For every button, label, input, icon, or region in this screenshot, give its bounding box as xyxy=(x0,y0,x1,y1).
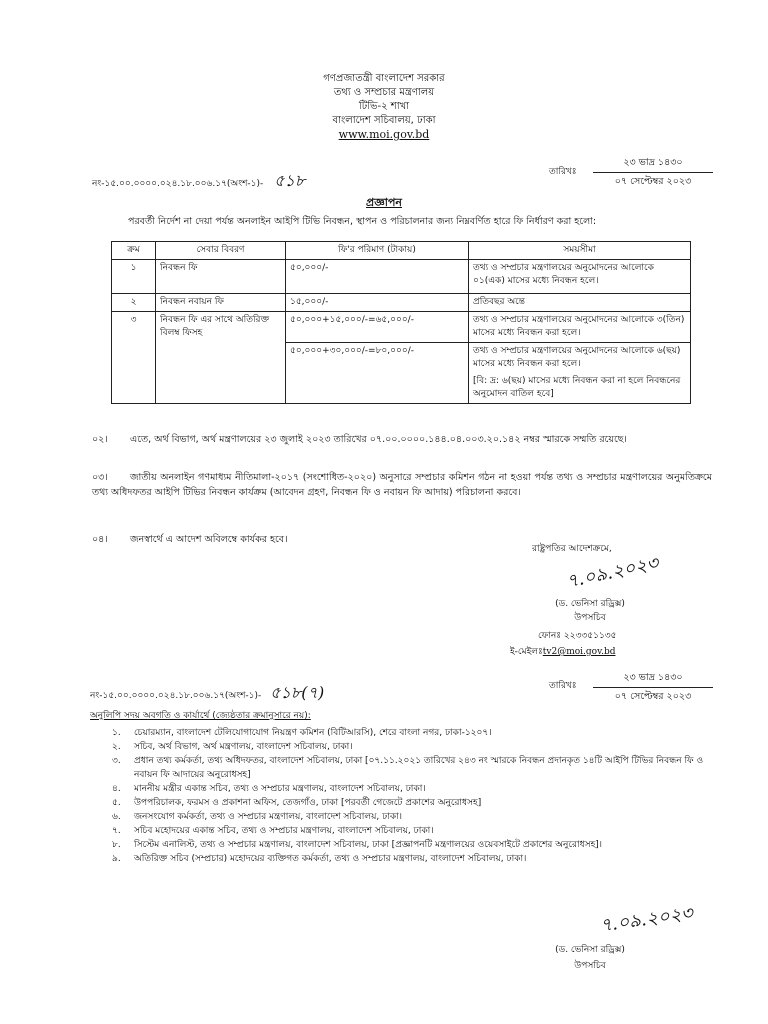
cell-period: প্রতিবছর অন্তে xyxy=(469,294,691,312)
signature-handwritten: ৭.০৯.২০২৩ xyxy=(564,552,661,593)
col-header-period: সময়সীমা xyxy=(469,242,691,260)
list-item: ৫. উপপরিচালক, ফরমস ও প্রকাশনা অফিস, তেজগাঁও, ঢাকা [পরবর্তী গেজেটে প্রকাশের অনুরোধসহ] xyxy=(112,798,482,808)
cell-period xyxy=(469,343,691,404)
date-gregorian: ০৭ সেপ্টেম্বর ২০২৩ xyxy=(614,176,692,187)
cell-period: তথ্য ও সম্প্রচার মন্ত্রণালয়ের অনুমোদনের আলোকে ০১(এক) মাসের মধ্যে নিবন্ধন হলে। xyxy=(469,260,691,294)
date-label: তারিখঃ xyxy=(549,167,577,177)
cell-service: নিবন্ধন ফি এর সাথে অতিরিক্ত বিলম্ব ফিসহ xyxy=(156,312,286,404)
cell-fee: ৫০,০০০/- xyxy=(286,260,469,294)
memo-number xyxy=(92,171,306,191)
signatory-name: (ড. ভেনিসা রড্রিক্স) xyxy=(555,599,625,609)
date-label: তারিখঃ xyxy=(549,681,577,691)
paragraph-04 xyxy=(92,532,712,547)
fee-table xyxy=(111,241,691,404)
cell-period-note: [বি: দ্র: ৬(ছয়) মাসের মধ্যে নিবন্ধন করা না হলে নিবন্ধনের অনুমোদন বাতিল হবে] xyxy=(473,376,681,399)
table-row xyxy=(112,294,691,312)
copy-list xyxy=(112,726,718,866)
intro-text: পরবর্তী নির্দেশ না দেয়া পর্যন্ত অনলাইন আইপি টিভি নিবন্ধন, স্থাপন ও পরিচালনার জন্য নিম্নবর্ণিত হারে ফি নির্ধারণ করা হলো: xyxy=(128,216,597,227)
branch-name: টিভি-২ শাখা xyxy=(358,101,410,112)
memo-number-copy xyxy=(90,683,325,703)
date-block xyxy=(593,156,713,189)
paragraph-number: ০৪। xyxy=(92,534,108,545)
email-label: ই-মেইলঃ xyxy=(510,647,543,657)
cell-fee: ৫০,০০০+৩০,০০০/-=৮০,০০০/- xyxy=(286,343,469,404)
paragraph-number: ০২। xyxy=(92,434,108,445)
paragraph-number: ০৩। xyxy=(92,472,108,483)
signatory-designation: উপসচিব xyxy=(574,613,606,623)
notice-title: প্রজ্ঞাপন xyxy=(366,196,402,209)
paragraph-02 xyxy=(92,432,712,447)
col-header-fee: ফি'র পরিমাণ (টাকায়) xyxy=(286,242,469,260)
cell-service: নিবন্ধন ফি xyxy=(156,260,286,294)
handwritten-number: ৫১৮(৭) xyxy=(270,683,325,702)
cell-serial: ২ xyxy=(112,294,156,312)
paragraph-text: জনস্বার্থে এ আদেশ অবিলম্বে কার্যকর হবে। xyxy=(130,534,288,545)
signatory-name: (ড. ভেনিসা রড্রিক্স) xyxy=(555,945,625,955)
cell-serial: ১ xyxy=(112,260,156,294)
list-item: ২. সচিব, অর্থ বিভাগ, অর্থ মন্ত্রণালয়, বাংলাদেশ সচিবালয়, ঢাকা। xyxy=(112,742,353,752)
ministry-name: তথ্য ও সম্প্রচার মন্ত্রণালয় xyxy=(333,87,435,98)
signature-handwritten: ৭.০৯.২০২৩ xyxy=(598,902,695,937)
order-text: রাষ্ট্রপতির আদেশক্রমে, xyxy=(532,544,612,554)
list-item: ৯. অতিরিক্ত সচিব (সম্প্রচার) মহোদয়ের ব্যক্তিগত কর্মকর্তা, তথ্য ও সম্প্রচার মন্ত্রণালয়, বাংলাদেশ সচিবালয়, ঢাকা। xyxy=(112,854,527,864)
gov-name: গণপ্রজাতন্ত্রী বাংলাদেশ সরকার xyxy=(323,73,445,84)
phone-number: ফোনঃ ২২৩৩৫১১৩৫ xyxy=(538,631,617,641)
cell-service: নিবন্ধন নবায়ন ফি xyxy=(156,294,286,312)
memo-number-text: নং-১৫.০০.০০০০.০২৪.১৮.০০৬.১৭(অংশ-১)- xyxy=(92,179,264,189)
table-row xyxy=(112,312,691,343)
list-item: ৮. সিস্টেম এনালিস্ট, তথ্য ও সম্প্রচার মন্ত্রণালয়, বাংলাদেশ সচিবালয়, ঢাকা [প্রজ্ঞাপনটি মন্ত্রণালয়ের ওয়েবসাইটে প্রকাশের অনুরোধসহ]। xyxy=(112,840,603,850)
cell-fee: ১৫,০০০/- xyxy=(286,294,469,312)
website-link[interactable]: www.moi.gov.bd xyxy=(338,128,430,141)
list-item: ৪. মাননীয় মন্ত্রীর একান্ত সচিব, তথ্য ও সম্প্রচার মন্ত্রণালয়, বাংলাদেশ সচিবালয়, ঢাকা। xyxy=(112,784,426,794)
signatory-designation: উপসচিব xyxy=(574,961,606,971)
paragraph-text: এতে, অর্থ বিভাগ, অর্থ মন্ত্রণালয়ের ২৩ জুলাই ২০২৩ তারিখের ০৭.০০.০০০০.১৪৪.০৪.০০৩.২০.১৪২ নম্বর স্মারকে সম্মতি রয়েছে। xyxy=(130,434,627,445)
memo-number-text: নং-১৫.০০.০০০০.০২৪.১৮.০০৬.১৭(অংশ-১)- xyxy=(90,691,262,701)
email-link[interactable]: tv2@moi.gov.bd xyxy=(542,647,616,657)
list-item: ৬. জনসংযোগ কর্মকর্তা, তথ্য ও সম্প্রচার মন্ত্রণালয়, বাংলাদেশ সচিবালয়, ঢাকা। xyxy=(112,812,402,822)
list-item: ১. চেয়ারম্যান, বাংলাদেশ টেলিযোগাযোগ নিয়ন্ত্রণ কমিশন (বিটিআরসি), শেরে বাংলা নগর, ঢাকা-১২০৭। xyxy=(112,728,492,738)
col-header-service: সেবার বিবরণ xyxy=(156,242,286,260)
cell-fee: ৫০,০০০+১৫,০০০/-=৬৫,০০০/- xyxy=(286,312,469,343)
copy-heading: অনুলিপি সদয় অবগতি ও কার্যার্থে (জ্যেষ্ঠতার ক্রমানুসারে নয়): xyxy=(90,711,311,721)
cell-serial: ৩ xyxy=(112,312,156,404)
list-item: ৩. প্রধান তথ্য কর্মকর্তা, তথ্য অধিদফতর, বাংলাদেশ সচিবালয়, ঢাকা [০৭.১১.২০২১ তারিখের ২৪৩ নং স্মারকে নিবন্ধন প্রদানকৃত ১৪টি আইপি টিভির নিবন্ধন ফি ও নবায়ন ফি আদায়ের অনুরোধসহ] xyxy=(112,756,704,780)
col-header-serial: ক্রম xyxy=(112,242,156,260)
letterhead xyxy=(0,72,768,142)
date-bengali: ২৩ ভাদ্র ১৪৩০ xyxy=(623,157,683,168)
date-gregorian: ০৭ সেপ্টেম্বর ২০২৩ xyxy=(614,691,692,702)
paragraph-text: জাতীয় অনলাইন গণমাধ্যম নীতিমালা-২০১৭ (সংশোধিত-২০২০) অনুসারে সম্প্রচার কমিশন গঠন না হওয়া পর্যন্ত তথ্য ও সম্প্রচার মন্ত্রণালয়ের অনুমতিক্রমে তথ্য অধিদফতর আইপি টিভির নিবন্ধন কার্যক্রম (আবেদন গ্রহণ, নিবন্ধন ফি ও নবায়ন ফি আদায়) পরিচালনা করবে। xyxy=(92,472,712,498)
table-header-row xyxy=(112,242,691,260)
cell-period: তথ্য ও সম্প্রচার মন্ত্রণালয়ের অনুমোদনের আলোকে ৩(তিন) মাসের মধ্যে নিবন্ধন করা হলে। xyxy=(469,312,691,343)
date-bengali: ২৩ ভাদ্র ১৪৩০ xyxy=(623,672,683,683)
handwritten-number: ৫১৮ xyxy=(274,171,306,190)
email-line xyxy=(510,646,615,659)
table-row xyxy=(112,260,691,294)
cell-period-text: তথ্য ও সম্প্রচার মন্ত্রণালয়ের অনুমোদনের আলোকে ৬(ছয়) মাসের মধ্যে নিবন্ধন করা হলে। xyxy=(473,346,681,369)
paragraph-03 xyxy=(92,470,712,500)
list-item: ৭. সচিব মহোদয়ের একান্ত সচিব, তথ্য ও সম্প্রচার মন্ত্রণালয়, বাংলাদেশ সচিবালয়, ঢাকা। xyxy=(112,826,434,836)
date-block xyxy=(593,671,713,704)
location: বাংলাদেশ সচিবালয়, ঢাকা xyxy=(332,115,436,126)
